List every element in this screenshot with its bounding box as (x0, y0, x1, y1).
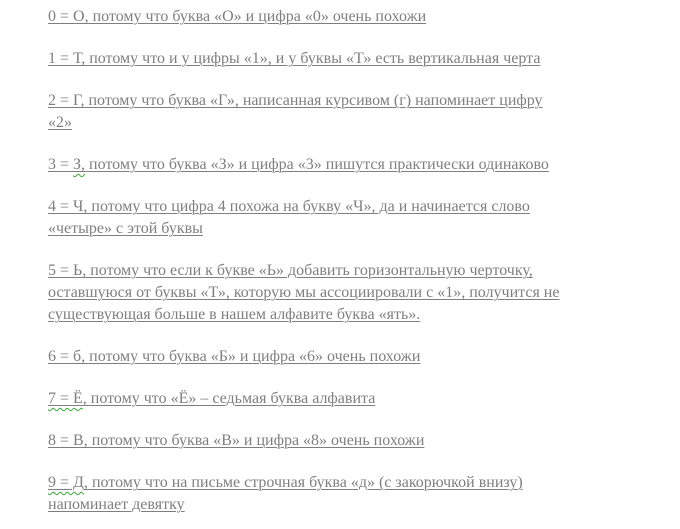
line-text: 5 = Ь, потому что если к букве «Ь» добавить горизонтальную черточку, (48, 262, 533, 279)
text-line (48, 48, 630, 70)
text-line (48, 388, 630, 410)
text-line (48, 154, 630, 176)
text-line (48, 472, 630, 494)
paragraph (48, 430, 630, 452)
text-line (48, 112, 630, 134)
paragraph (48, 196, 630, 240)
paragraph (48, 346, 630, 368)
line-text: 2 = Г, потому что буква «Г», написанная курсивом (г) напоминает цифру (48, 92, 543, 109)
line-text: 3 = (48, 156, 74, 173)
text-line (48, 218, 630, 240)
misspelled-text: З, (73, 156, 86, 173)
line-text: 1 = Т, потому что и у цифры «1», и у буквы «Т» есть вертикальная черта (48, 50, 541, 67)
misspelled-text: 9 = Д (48, 474, 84, 491)
paragraph (48, 154, 630, 176)
paragraph (48, 90, 630, 134)
line-text: оставшуюся от буквы «Т», которую мы ассоциировали с «1», получится не (48, 284, 560, 301)
paragraph (48, 388, 630, 410)
text-line (48, 304, 630, 326)
text-line (48, 494, 630, 516)
line-text: существующая больше в нашем алфавите буква «ять». (48, 306, 421, 323)
paragraph (48, 260, 630, 326)
line-text: «четыре» с этой буквы (48, 220, 203, 237)
line-text: потому что буква «З» и цифра «3» пишутся практически одинаково (85, 156, 549, 173)
line-text: , потому что на письме строчная буква «д» (с закорючкой внизу) (83, 474, 523, 491)
text-line (48, 196, 630, 218)
text-line (48, 6, 630, 28)
text-line (48, 346, 630, 368)
text-line (48, 260, 630, 282)
line-text: 8 = В, потому что буква «В» и цифра «8» очень похожи (48, 432, 425, 449)
paragraph (48, 472, 630, 516)
text-block (48, 6, 630, 516)
text-line (48, 282, 630, 304)
text-line (48, 430, 630, 452)
paragraph (48, 48, 630, 70)
line-text: , потому что «Ё» – седьмая буква алфавита (82, 390, 376, 407)
paragraph (48, 6, 630, 28)
line-text: «2» (48, 114, 72, 131)
line-text: 6 = б, потому что буква «Б» и цифра «6» очень похожи (48, 348, 421, 365)
misspelled-text: 7 = Ё (48, 390, 83, 407)
line-text: напоминает девятку (48, 496, 185, 513)
line-text: 0 = О, потому что буква «О» и цифра «0» очень похожи (48, 8, 427, 25)
line-text: 4 = Ч, потому что цифра 4 похожа на букву «Ч», да и начинается слово (48, 198, 530, 215)
text-line (48, 90, 630, 112)
